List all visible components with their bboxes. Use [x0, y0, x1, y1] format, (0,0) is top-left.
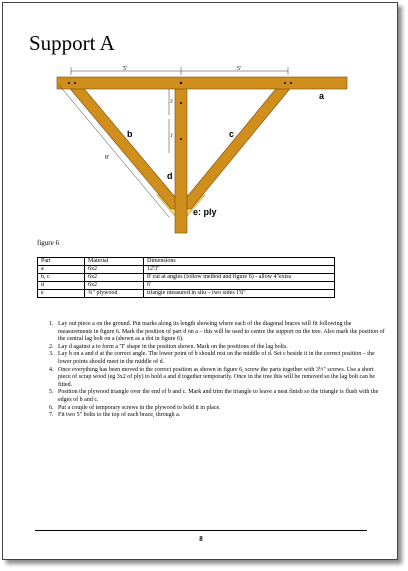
- table-cell: d: [38, 282, 85, 290]
- bolt-dot: [68, 82, 70, 84]
- table-cell: 6': [144, 282, 335, 290]
- top-dimension: [71, 67, 288, 75]
- table-header-row: [38, 258, 335, 266]
- instruction-step: 1. Lay out piece a on the ground. Put marks along its length showing where each of the diagonal braces will fit following the measurements in figure 6. Mark the position of part d on a – this will be used to centre the support on the tree. Also mark the position of the central lag bolt on a (shown as a dot in figure 6).: [55, 321, 385, 344]
- dim-brace-length: 8': [105, 155, 110, 161]
- table-cell: 6x2: [85, 274, 144, 282]
- beam-a: [57, 77, 347, 89]
- table-cell: e: [38, 290, 85, 298]
- bolt-dot: [180, 82, 182, 84]
- instruction-step: 5. Position the plywood triangle over the end of b and c. Mark and trim the triangle to leave a neat finish so the triangle is flush with the edges of b and c.: [55, 389, 385, 404]
- bolt-dot: [74, 82, 76, 84]
- table-cell: a: [38, 266, 85, 274]
- bolt-dot: [284, 82, 286, 84]
- table-cell: 8' cut at angles (follow method and figure 6) - allow 4"extra: [144, 274, 335, 282]
- footer-divider: [35, 530, 367, 531]
- bolt-dot: [180, 102, 182, 104]
- post-d: [175, 87, 187, 233]
- table-row: [38, 282, 335, 290]
- instruction-step: 6. Put a couple of temporary screws in the plywood to hold it in place.: [55, 405, 385, 413]
- label-a: a: [319, 91, 325, 101]
- instruction-step: 7. Fit two 5" bolts to the top of each brace, through a.: [55, 412, 385, 420]
- bolt-dot: [180, 138, 182, 140]
- page-title: Support A: [29, 31, 115, 55]
- dim-right-span: 5': [237, 66, 242, 72]
- table-row: [38, 290, 335, 298]
- brace-b: [67, 85, 185, 209]
- page-number: 8: [199, 535, 203, 543]
- table-cell: 6x2: [85, 266, 144, 274]
- figure-caption: figure 6: [37, 239, 59, 247]
- instruction-step: 2. Lay d against a to form a 'T' shape in the position shown. Mark on the positions of the lag bolts.: [55, 344, 385, 352]
- label-d: d: [167, 171, 173, 181]
- label-e: e: ply: [193, 207, 217, 217]
- table-cell: b, c: [38, 274, 85, 282]
- document-page: [2, 2, 398, 560]
- table-header-cell: Dimensions: [144, 258, 335, 266]
- label-c: c: [229, 129, 235, 139]
- table-header-cell: Material: [85, 258, 144, 266]
- table-cell: 12'3": [144, 266, 335, 274]
- support-diagram: [3, 3, 399, 243]
- dim-vertical-1: 3': [170, 100, 174, 105]
- bolt-dot: [290, 82, 292, 84]
- parts-table: [37, 257, 335, 298]
- brace-c: [177, 85, 293, 209]
- dim-left-span: 5': [123, 66, 128, 72]
- label-b: b: [127, 129, 133, 139]
- brace-dimension: [59, 85, 169, 217]
- table-cell: ¾" plywood: [85, 290, 144, 298]
- table-row: [38, 266, 335, 274]
- table-cell: 6x2: [85, 282, 144, 290]
- dim-vertical-2: 1': [170, 134, 174, 139]
- table-cell: triangle measured in situ – two sides 1'6": [144, 290, 335, 298]
- table-row: [38, 274, 335, 282]
- instruction-list: [27, 321, 385, 420]
- instruction-step: 4. Once everything has been moved to the correct position as shown in figure 6, screw the parts together with 3½" screws. Use a short piece of scrap wood (eg 3x2 of ply) to hold a and d together temporarily. Once in the tree this will be removed so the lag bolt can be fitted.: [55, 367, 385, 390]
- instruction-step: 3. Lay b on a and d at the correct angle. The lower point of b should rest on the middle of d. Set c beside it in the correct position – the lower points should meet in the middle of d.: [55, 351, 385, 366]
- table-header-cell: Part: [38, 258, 85, 266]
